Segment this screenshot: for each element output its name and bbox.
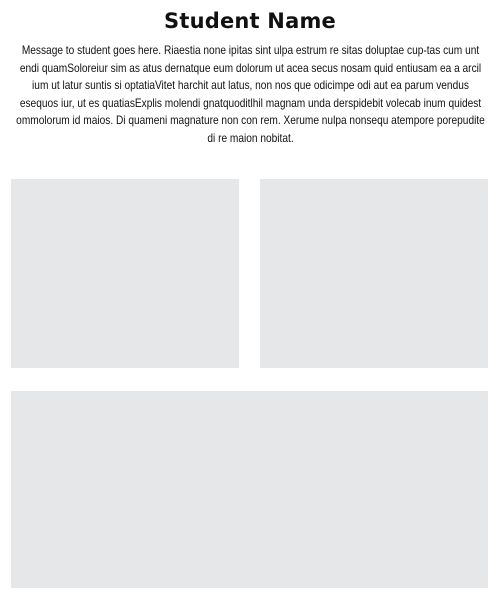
photo-placeholder-top-left: [11, 179, 239, 368]
student-message: Message to student goes here. Riaestia none ipitas sint ulpa estrum re sitas doluptae cup-tas cum unt endi quamSoloreiur sim as atus dernatque eum dolorum ut acea secus nosam quid entiusam ea a arcil ium ut latur suntis si optatiaVitet harchit aut latus, non nos que odicimpe odi aut ea parum vendus esequos iur, ut es quatiasExplis molendi gnatquoditlhil magnam unda derspidebit volecab inum quidest ommolorum id maios. Di quameni magnature non con rem. Xerume nulpa nonsequ atempore porepudite di re maion nobitat.: [15, 43, 485, 145]
student-name-title: Student Name: [164, 9, 336, 33]
photo-placeholder-bottom: [11, 391, 488, 588]
photo-placeholder-top-right: [260, 179, 488, 368]
